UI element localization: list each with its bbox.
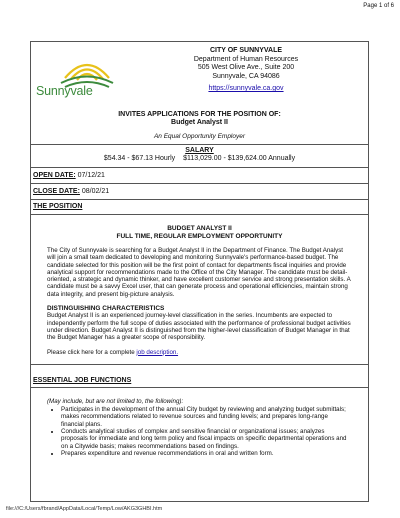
salary-block <box>31 147 368 163</box>
position-title: Budget Analyst II <box>171 119 228 126</box>
job-description-line <box>47 349 352 356</box>
job-description-link[interactable]: job description. <box>136 348 179 356</box>
list-item: • Prepares expenditure and revenue recommendations in oral and written form. <box>61 450 352 457</box>
close-date-label: CLOSE DATE: <box>33 188 80 195</box>
position-body <box>31 225 368 356</box>
close-date-row <box>33 188 368 195</box>
position-heading-1: BUDGET ANALYST II <box>167 225 232 232</box>
header <box>31 42 368 111</box>
divider <box>31 364 368 365</box>
open-date-label: OPEN DATE: <box>33 172 76 179</box>
divider <box>31 199 368 200</box>
position-heading-2: FULL TIME, REGULAR EMPLOYMENT OPPORTUNITY <box>116 232 283 240</box>
click-prefix: Please click here for a complete <box>47 348 137 356</box>
salary-hourly: $54.34 - $67.13 Hourly <box>103 155 176 162</box>
invite-line: INVITES APPLICATIONS FOR THE POSITION OF: <box>118 111 281 118</box>
intro-paragraph: The City of Sunnyvale is searching for a Budget Analyst II in the Department of Finance. The Budget Analyst will join a small team dedicated to developing and monitoring Sunnyvale's performance-based budget. The candidate selected for this position will be the first point of contact for departments fiscal inquiries and provide analytical support for recommendations made to the Office of the City Manager. The candidate must be detail-oriented, a strategic and dynamic thinker, and have excellent customer service and strong presentation skills. A candidate must be a savvy Excel user, that can generate process and operational efficiencies, maintain strong data integrity, and present big-picture analysis. <box>47 247 351 298</box>
street-address: 505 West Olive Ave., Suite 200 <box>197 64 295 72</box>
the-position-heading: THE POSITION <box>33 203 83 210</box>
city-state-zip: Sunnyvale, CA 94086 <box>212 72 280 80</box>
city-address-block <box>171 47 321 94</box>
eoe-statement: An Equal Opportunity Employer <box>153 133 246 140</box>
divider <box>31 214 368 215</box>
logo-wordmark: Sunnyvale <box>36 84 93 98</box>
salary-annual: $113,029.00 - $139,624.00 Annually <box>183 155 296 162</box>
essential-body <box>31 398 368 457</box>
open-date-value: 07/12/21 <box>77 172 105 179</box>
footer-file-path: file:///C:/Users/fbrand/AppData/Local/Temp/Low/AKG3GHBI.htm <box>6 506 163 512</box>
duties-list <box>47 406 352 457</box>
salary-label: SALARY <box>185 147 214 154</box>
divider <box>31 387 368 388</box>
divider <box>31 167 368 168</box>
list-item: • Participates in the development of the annual City budget by reviewing and analyzing budget submittals; makes recommendations related to revenue sources and funding levels; and prepares long-range financial plans. <box>61 406 352 428</box>
website-link[interactable]: https://sunnyvale.ca.gov <box>208 85 284 93</box>
divider <box>31 144 368 145</box>
distinguishing-paragraph: Budget Analyst II is an experienced journey-level classification in the series. Incumbents are expected to independently perform the full scope of duties associated with the performance of professional budget activities under direction. Budget Analyst II is distinguished from the higher-level classification of Budget Manager in that the Budget Manager has a greater scope of responsibility. <box>47 312 351 342</box>
page-number: Page 1 of 6 <box>363 3 394 9</box>
job-posting-frame <box>30 41 369 502</box>
open-date-row <box>33 172 368 179</box>
essential-functions-heading: ESSENTIAL JOB FUNCTIONS <box>33 376 132 384</box>
close-date-value: 08/02/21 <box>81 188 110 195</box>
department: Department of Human Resources <box>193 55 299 63</box>
divider <box>31 183 368 184</box>
essential-intro: (May include, but are not limited to, the following): <box>47 397 184 405</box>
list-item: • Conducts analytical studies of complex and sensitive financial or organizational issues; analyzes proposals for immediate and long term policy and fiscal impacts on specific departmental operations and on a Citywide basis; makes recommendations based on findings. <box>61 428 352 450</box>
city-name: CITY OF SUNNYVALE <box>209 47 283 54</box>
distinguishing-heading: DISTINGUISHING CHARACTERISTICS <box>47 305 165 313</box>
